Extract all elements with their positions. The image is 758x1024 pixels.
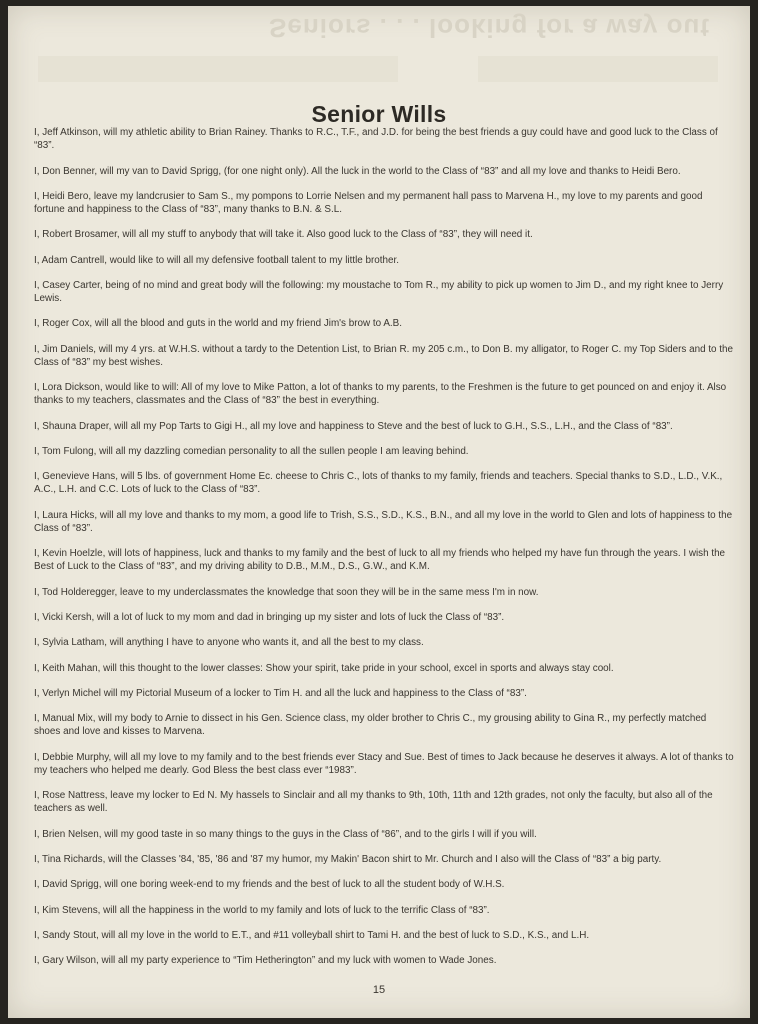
yearbook-page [8,6,750,1018]
will-entry: I, Shauna Draper, will all my Pop Tarts to Gigi H., all my love and happiness to Steve and the best of luck to G.H., S.S., L.H., and the Class of “83”. [34,420,673,432]
will-entry: I, Laura Hicks, will all my love and thanks to my mom, a good life to Trish, S.S., S.D., K.S., B.N., and all my love in the world to Glen and lots of happiness to the Class of “83”. [34,509,733,534]
page-number: 15 [372,984,386,996]
will-entry: I, Genevieve Hans, will 5 lbs. of government Home Ec. cheese to Chris C., lots of thanks to my family, friends and teachers. Special thanks to S.D., L.D., V.K., A.C., L.H. and C.C. Lots of luck to the Class of “83”. [34,471,723,496]
will-entry: I, Rose Nattress, leave my locker to Ed N. My hassels to Sinclair and all my thanks to 9th, 10th, 11th and 12th grades, not only the faculty, but also all of the teachers as well. [34,790,713,815]
will-entry: I, Debbie Murphy, will all my love to my family and to the best friends ever Stacy and Sue. Best of times to Jack because he deserves it always. A lot of thanks to my teachers who helped me dearly. God Bless the best class ever “1983”. [34,751,734,776]
will-entry: I, Adam Cantrell, would like to will all my defensive football talent to my little brother. [34,254,399,266]
will-entry: I, Verlyn Michel will my Pictorial Museum of a locker to Tim H. and all the luck and happiness to the Class of “83”. [34,687,527,699]
will-entry: I, Robert Brosamer, will all my stuff to anybody that will take it. Also good luck to the Class of “83”, they will need it. [34,229,533,241]
will-entry: I, David Sprigg, will one boring week-end to my friends and the best of luck to all the student body of W.H.S. [34,879,505,891]
will-entry: I, Brien Nelsen, will my good taste in so many things to the guys in the Class of “86”, and to the girls I will if you will. [34,828,537,840]
will-entry: I, Heidi Bero, leave my landcrusier to Sam S., my pompons to Lorrie Nelsen and my permanent hall pass to Marvena H., my love to my parents and good fortune and happiness to the Class of “83”, many thanks to B.N. & S.L. [34,190,703,215]
wills-list [34,126,734,980]
will-entry: I, Roger Cox, will all the blood and guts in the world and my friend Jim's brow to A.B. [34,318,402,330]
will-entry: I, Kim Stevens, will all the happiness in the world to my family and lots of luck to the terrific Class of “83”. [34,904,490,916]
bleed-through-header: Seniors . . . looking for a way out [269,13,710,43]
will-entry: I, Tina Richards, will the Classes '84, '85, '86 and '87 my humor, my Makin' Bacon shirt to Mr. Church and I also will the Class of “83” a big party. [34,854,662,866]
will-entry: I, Sylvia Latham, will anything I have to anyone who wants it, and all the best to my class. [34,637,424,649]
will-entry: I, Kevin Hoelzle, will lots of happiness, luck and thanks to my family and the best of luck to all my friends who helped my have fun through the years. I wish the Best of Luck to the Class of “83”, and my driving ability to D.B., M.M., D.S., G.W., and K.M. [34,548,726,573]
will-entry: I, Manual Mix, will my body to Arnie to dissect in his Gen. Science class, my older brother to Chris C., my grousing ability to Gina R., my perfectly matched shoes and love and kisses to Marvena. [34,713,707,738]
will-entry: I, Don Benner, will my van to David Sprigg, (for one night only). All the luck in the world to the Class of “83” and all my love and thanks to Heidi Bero. [34,165,681,177]
will-entry: I, Casey Carter, being of no mind and great body will the following: my moustache to Tom R., my ability to pick up women to Jim D., and my right knee to Jerry Lewis. [34,279,724,305]
will-entry: I, Keith Mahan, will this thought to the lower classes: Show your spirit, take pride in your school, excel in sports and always stay cool. [34,662,614,674]
will-entry: I, Sandy Stout, will all my love in the world to E.T., and #11 volleyball shirt to Tami H. and the best of luck to S.D., K.S., and L.H. [34,929,590,941]
bleed-through-photo-right [478,56,718,82]
will-entry: I, Tom Fulong, will all my dazzling comedian personality to all the sullen people I am leaving behind. [34,445,469,457]
will-entry: I, Jim Daniels, will my 4 yrs. at W.H.S. without a tardy to the Detention List, to Brian R. my 205 c.m., to Don B. my alligator, to Roger C. my Top Siders and to the Class of “83” my best wishes. [34,343,734,368]
will-entry: I, Gary Wilson, will all my party experience to “Tim Hetherington” and my luck with women to Wade Jones. [34,955,497,967]
will-entry: I, Jeff Atkinson, will my athletic ability to Brian Rainey. Thanks to R.C., T.F., and J.D. for being the best friends a guy could have and good luck to the Class of “83”. [34,127,718,152]
page-title: Senior Wills [311,101,447,128]
will-entry: I, Lora Dickson, would like to will: All of my love to Mike Patton, a lot of thanks to my parents, to the Freshmen is the future to get pounced on and enjoy it. Also thanks to my teachers, classmates and the Class of “83” the best in everything. [34,382,727,407]
will-entry: I, Tod Holderegger, leave to my underclassmates the knowledge that soon they will be in the same mess I'm in now. [34,586,539,598]
will-entry: I, Vicki Kersh, will a lot of luck to my mom and dad in bringing up my sister and lots of luck the Class of “83”. [34,612,505,624]
bleed-through-photo-left [38,56,398,82]
